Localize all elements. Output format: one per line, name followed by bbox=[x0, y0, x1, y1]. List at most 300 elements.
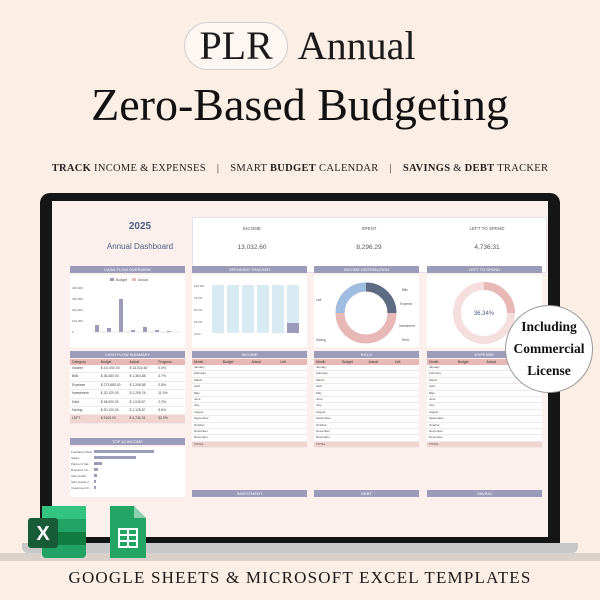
cell bbox=[393, 429, 419, 434]
cell bbox=[393, 378, 419, 383]
cell bbox=[367, 365, 393, 370]
cell bbox=[485, 429, 514, 434]
cell bbox=[221, 384, 250, 389]
cell: LEFT bbox=[72, 416, 81, 421]
legend-actual-label: Actual bbox=[138, 278, 148, 282]
col-category: Category bbox=[72, 360, 86, 364]
cell bbox=[340, 403, 366, 408]
cell: 52.0% bbox=[158, 416, 168, 421]
cell bbox=[250, 416, 279, 421]
bills-table bbox=[314, 359, 419, 448]
month-label: October bbox=[316, 422, 327, 427]
ti-label-2: Partner's Sal... bbox=[71, 462, 91, 466]
hdr-expense: EXPENSE bbox=[427, 351, 542, 358]
ti-label-0: Freelance Work bbox=[71, 450, 93, 454]
cell bbox=[278, 410, 307, 415]
cell: $ 9100.00 bbox=[100, 416, 116, 421]
table-row bbox=[70, 382, 185, 390]
cell bbox=[393, 410, 419, 415]
income-table bbox=[192, 359, 307, 448]
cell: $ 36,480.00 bbox=[100, 374, 119, 379]
cell bbox=[393, 384, 419, 389]
app-icons bbox=[26, 502, 156, 567]
cf-bar-debt bbox=[143, 327, 147, 332]
cell bbox=[250, 410, 279, 415]
month-label: October bbox=[429, 422, 440, 427]
month-label: July bbox=[194, 403, 200, 408]
month-label: TOTAL bbox=[429, 441, 439, 446]
kpi-income-label: INCOME bbox=[243, 226, 261, 231]
cell bbox=[456, 442, 485, 447]
cell: $ 4,0,000.00 bbox=[100, 366, 120, 370]
tagline-savings: SAVINGS bbox=[402, 163, 451, 174]
cell: Debt bbox=[72, 399, 80, 404]
cell bbox=[367, 435, 393, 440]
month-label: TOTAL bbox=[316, 441, 326, 446]
cash-summary-table bbox=[70, 359, 185, 424]
cell: Expense bbox=[72, 382, 86, 387]
cell bbox=[485, 397, 514, 402]
cell bbox=[278, 442, 307, 447]
month-label: February bbox=[316, 371, 329, 376]
sp-ytick-1: 75.0% bbox=[194, 296, 203, 300]
cf-ytick-1: 300,000 bbox=[72, 297, 83, 301]
cell bbox=[278, 423, 307, 428]
cell bbox=[485, 391, 514, 396]
cell bbox=[340, 391, 366, 396]
cf-ytick-0: 400,000 bbox=[72, 286, 83, 290]
cell bbox=[340, 416, 366, 421]
cell bbox=[221, 391, 250, 396]
cell bbox=[340, 397, 366, 402]
month-label: June bbox=[429, 396, 436, 401]
cell bbox=[340, 435, 366, 440]
month-label: December bbox=[429, 435, 443, 440]
month-label: November bbox=[429, 428, 443, 433]
donut-label-expense: Expense bbox=[400, 302, 413, 306]
cell bbox=[367, 423, 393, 428]
cell bbox=[393, 442, 419, 447]
cell: $ 2,208.88 bbox=[129, 382, 146, 387]
cell bbox=[485, 442, 514, 447]
cf-ytick-2: 200,000 bbox=[72, 308, 83, 312]
spending-svg bbox=[192, 275, 307, 347]
cell: 3.7% bbox=[158, 374, 166, 379]
month-label: October bbox=[194, 422, 205, 427]
cell bbox=[340, 410, 366, 415]
cell bbox=[221, 442, 250, 447]
hdr-income: INCOME bbox=[192, 351, 307, 358]
cell bbox=[340, 442, 366, 447]
tagline-amp: & bbox=[450, 163, 465, 174]
month-label: March bbox=[194, 377, 203, 382]
month-label: November bbox=[194, 428, 208, 433]
ti-label-1: Salary bbox=[71, 456, 80, 460]
cell bbox=[278, 435, 307, 440]
cell bbox=[367, 410, 393, 415]
table-row bbox=[192, 442, 307, 448]
ti-bar-3 bbox=[94, 468, 98, 471]
top-income-svg bbox=[70, 447, 185, 497]
cell bbox=[250, 391, 279, 396]
donut-label-saving: Saving bbox=[316, 338, 326, 342]
tagline-sep-2: | bbox=[389, 163, 392, 174]
cell bbox=[393, 371, 419, 376]
cell bbox=[513, 410, 542, 415]
month-col: Actual bbox=[486, 360, 496, 364]
cell bbox=[221, 410, 250, 415]
donut-seg-left bbox=[340, 287, 366, 313]
hdr-spending: SPENDING TRACKER bbox=[192, 266, 307, 273]
cell bbox=[485, 403, 514, 408]
cell: 5.6% bbox=[158, 407, 166, 412]
dashboard-title: Annual Dashboard bbox=[106, 242, 174, 251]
month-col: Actual bbox=[251, 360, 261, 364]
month-col: Budget bbox=[222, 360, 234, 364]
ti-label-5: Side Hustle 2 bbox=[71, 480, 89, 484]
tagline-track: TRACK bbox=[51, 163, 92, 174]
month-label: July bbox=[429, 403, 435, 408]
ti-bar-2 bbox=[94, 462, 102, 465]
month-label: August bbox=[316, 409, 326, 414]
cell bbox=[393, 365, 419, 370]
table-row bbox=[70, 399, 185, 407]
month-label: August bbox=[429, 409, 439, 414]
cell bbox=[250, 429, 279, 434]
tagline-budget: BUDGET bbox=[269, 163, 317, 174]
cell bbox=[278, 416, 307, 421]
cell bbox=[367, 378, 393, 383]
income-dist-chart bbox=[314, 275, 419, 347]
month-label: January bbox=[194, 365, 205, 369]
legend-budget-label: Budget bbox=[116, 278, 128, 282]
legend-budget-swatch bbox=[110, 278, 114, 281]
cell bbox=[456, 365, 485, 370]
month-label: May bbox=[316, 390, 322, 395]
cell bbox=[367, 403, 393, 408]
cell: 0.8% bbox=[158, 382, 166, 387]
badge-line3: License bbox=[527, 363, 571, 378]
top-income-chart bbox=[70, 447, 185, 497]
month-label: January bbox=[429, 365, 440, 369]
donut-svg bbox=[314, 275, 419, 347]
cf-bar-investment bbox=[131, 330, 135, 332]
donut-label-bills: Bills bbox=[402, 288, 408, 292]
cash-flow-svg bbox=[70, 275, 185, 347]
cell bbox=[221, 397, 250, 402]
cell bbox=[221, 435, 250, 440]
tagline-tracker: TRACKER bbox=[494, 163, 549, 174]
hdr-debt: DEBT bbox=[314, 490, 419, 497]
cell: $ 20,120.00 bbox=[100, 391, 119, 396]
badge-line1: Including bbox=[521, 319, 577, 334]
spending-chart bbox=[192, 275, 307, 347]
month-label: August bbox=[194, 409, 204, 414]
commercial-license-badge bbox=[505, 305, 593, 393]
gauge-fill bbox=[484, 286, 511, 313]
month-label: April bbox=[194, 384, 201, 389]
cell bbox=[393, 397, 419, 402]
cell: $ 273,880.00 bbox=[100, 382, 121, 387]
excel-icon bbox=[28, 506, 86, 558]
cell bbox=[221, 371, 250, 376]
month-col: Month bbox=[429, 360, 439, 364]
cell bbox=[456, 384, 485, 389]
ti-bar-5 bbox=[94, 480, 96, 483]
cell bbox=[340, 365, 366, 370]
table-row-total bbox=[70, 415, 185, 423]
table-row bbox=[314, 442, 419, 448]
ti-bar-6 bbox=[94, 486, 96, 489]
ti-bar-0 bbox=[94, 450, 154, 453]
cell bbox=[250, 435, 279, 440]
month-label: May bbox=[194, 390, 200, 395]
month-label: February bbox=[194, 371, 207, 376]
cf-ytick-4: 0 bbox=[72, 330, 74, 334]
cell: $ 2,209.76 bbox=[129, 391, 146, 396]
cell bbox=[340, 384, 366, 389]
month-col: Month bbox=[316, 360, 326, 364]
table-row bbox=[427, 442, 542, 448]
cell: Saving bbox=[72, 407, 83, 412]
cell bbox=[456, 378, 485, 383]
cell bbox=[250, 442, 279, 447]
month-label: November bbox=[316, 428, 330, 433]
donut-label-debt: Debt bbox=[402, 338, 409, 342]
month-label: January bbox=[316, 365, 327, 369]
month-label: September bbox=[316, 416, 331, 421]
hdr-bills: BILLS bbox=[314, 351, 419, 358]
sp-ytick-4: 0.0% bbox=[194, 332, 201, 336]
dashboard-year: 2025 bbox=[128, 221, 152, 232]
month-label: September bbox=[429, 416, 444, 421]
table-row bbox=[70, 390, 185, 398]
month-label: May bbox=[429, 390, 435, 395]
table-row bbox=[70, 365, 185, 373]
table-row bbox=[70, 407, 185, 415]
legend-actual-swatch bbox=[132, 278, 136, 281]
kpi-left bbox=[428, 217, 547, 273]
cell: $ 13,032.60 bbox=[129, 366, 148, 370]
hdr-cash-summary: CASH FLOW SUMMARY bbox=[70, 351, 185, 358]
ti-label-3: Business Inc... bbox=[71, 468, 91, 472]
ti-label-4: Side Hustle bbox=[71, 474, 87, 478]
cell bbox=[278, 429, 307, 434]
col-progress: Progress bbox=[158, 360, 172, 364]
cell bbox=[456, 429, 485, 434]
title-row bbox=[0, 22, 600, 70]
col-budget: Budget bbox=[100, 360, 112, 364]
cell bbox=[456, 416, 485, 421]
cell bbox=[456, 391, 485, 396]
cell bbox=[393, 435, 419, 440]
cf-bar-bills bbox=[107, 328, 111, 332]
kpi-spent-label: SPENT bbox=[361, 226, 377, 231]
cell bbox=[221, 378, 250, 383]
cell: 2.2% bbox=[158, 399, 166, 404]
cell bbox=[456, 410, 485, 415]
cell bbox=[393, 391, 419, 396]
cell bbox=[485, 435, 514, 440]
sp-bar-6-fill bbox=[287, 323, 299, 333]
col-actual: Actual bbox=[129, 360, 139, 364]
month-label: December bbox=[194, 435, 208, 440]
cf-bar-expense bbox=[119, 299, 123, 332]
cell bbox=[393, 403, 419, 408]
cf-bar-saving bbox=[155, 330, 159, 332]
cell bbox=[456, 423, 485, 428]
sp-bar-4 bbox=[257, 285, 269, 333]
cell: Income bbox=[72, 366, 84, 370]
sp-ytick-3: 25.0% bbox=[194, 320, 203, 324]
month-label: TOTAL bbox=[194, 441, 204, 446]
month-label: February bbox=[429, 371, 442, 376]
sp-ytick-0: 100.0% bbox=[194, 284, 205, 288]
month-col: Budget bbox=[342, 360, 353, 364]
cell bbox=[367, 442, 393, 447]
hdr-income-dist: INCOME DISTRIBUTION bbox=[314, 266, 419, 273]
donut-label-left: Left bbox=[316, 298, 322, 302]
cash-flow-chart bbox=[70, 275, 185, 347]
cell bbox=[367, 384, 393, 389]
cell bbox=[221, 403, 250, 408]
cell bbox=[250, 365, 279, 370]
cell: $ 4,736.31 bbox=[129, 416, 146, 421]
hdr-cash-flow: CASH FLOW OVERVIEW bbox=[70, 266, 185, 273]
cell bbox=[456, 397, 485, 402]
cell bbox=[367, 429, 393, 434]
ti-bar-4 bbox=[94, 474, 97, 477]
cell: $ 1,049.67 bbox=[129, 399, 146, 404]
kpi-spent-value: 8,296.29 bbox=[356, 244, 382, 251]
tagline-debt: DEBT bbox=[464, 163, 495, 174]
app-icons-svg bbox=[26, 502, 156, 562]
tagline-income-expenses: INCOME & EXPENSES bbox=[91, 163, 206, 174]
cell bbox=[278, 384, 307, 389]
sp-bar-3 bbox=[242, 285, 254, 333]
month-col: Left bbox=[394, 360, 401, 364]
cell: Investment bbox=[72, 391, 89, 396]
cell bbox=[278, 371, 307, 376]
hdr-top-income: TOP 10 INCOME bbox=[70, 438, 185, 445]
cell bbox=[221, 416, 250, 421]
cell bbox=[456, 371, 485, 376]
hdr-investment: INVESTMENT bbox=[192, 490, 307, 497]
sp-ytick-2: 50.0% bbox=[194, 308, 203, 312]
sp-bar-1 bbox=[212, 285, 224, 333]
badge-line2: Commercial bbox=[513, 341, 585, 356]
month-label: July bbox=[316, 403, 322, 408]
cell bbox=[513, 403, 542, 408]
cell: $ 48,000.00 bbox=[100, 399, 119, 404]
cell: 0.0% bbox=[158, 366, 166, 370]
svg-text:X: X bbox=[36, 523, 50, 545]
kpi-left-value: 4,736.31 bbox=[474, 244, 500, 251]
cell bbox=[278, 403, 307, 408]
cell bbox=[250, 403, 279, 408]
cell bbox=[485, 384, 514, 389]
tagline-calendar: CALENDAR bbox=[316, 163, 379, 174]
plr-pill: PLR bbox=[184, 22, 287, 70]
cell bbox=[367, 416, 393, 421]
cell bbox=[513, 423, 542, 428]
cell bbox=[278, 365, 307, 370]
cell bbox=[513, 397, 542, 402]
cell bbox=[367, 397, 393, 402]
cell bbox=[278, 391, 307, 396]
cell bbox=[250, 378, 279, 383]
cell bbox=[340, 371, 366, 376]
cell bbox=[340, 378, 366, 383]
cell bbox=[278, 378, 307, 383]
cell bbox=[340, 429, 366, 434]
ti-label-6: Investment R... bbox=[71, 486, 92, 490]
ti-bar-1 bbox=[94, 456, 136, 459]
hdr-left-to-spend: LEFT TO SPEND bbox=[427, 266, 542, 273]
cell bbox=[367, 371, 393, 376]
cell: $ 1,128.87 bbox=[129, 407, 146, 412]
kpi-income bbox=[192, 217, 311, 273]
cell bbox=[221, 423, 250, 428]
kpi-left-label: LEFT TO SPEND bbox=[469, 226, 505, 231]
cell bbox=[250, 423, 279, 428]
hdr-saving: SAVING bbox=[427, 490, 542, 497]
month-col: Left bbox=[280, 360, 286, 364]
cell bbox=[393, 416, 419, 421]
sheets-icon bbox=[110, 506, 146, 558]
cell bbox=[513, 442, 542, 447]
sp-bar-5 bbox=[272, 285, 284, 333]
cell bbox=[485, 423, 514, 428]
month-label: April bbox=[429, 384, 436, 389]
cell bbox=[221, 365, 250, 370]
month-label: March bbox=[429, 377, 438, 382]
cell bbox=[393, 423, 419, 428]
cell bbox=[513, 435, 542, 440]
laptop-screen bbox=[52, 201, 548, 537]
title-line2: Zero-Based Budgeting bbox=[91, 79, 509, 130]
cell bbox=[513, 416, 542, 421]
cell bbox=[485, 416, 514, 421]
kpi-spent bbox=[310, 217, 428, 273]
cell bbox=[250, 371, 279, 376]
month-label: March bbox=[316, 377, 325, 382]
cf-ytick-3: 100,000 bbox=[72, 319, 83, 323]
month-label: December bbox=[316, 435, 330, 440]
cell: $ 1,364.88 bbox=[129, 374, 146, 379]
cell bbox=[250, 397, 279, 402]
table-row bbox=[70, 373, 185, 381]
cell bbox=[250, 384, 279, 389]
month-label: April bbox=[316, 384, 323, 389]
tagline-smart: SMART bbox=[230, 163, 270, 174]
cell bbox=[456, 435, 485, 440]
tagline bbox=[0, 163, 600, 174]
cell bbox=[278, 397, 307, 402]
tagline-sep-1: | bbox=[216, 163, 220, 174]
cf-bar-income bbox=[95, 325, 99, 332]
month-col: Month bbox=[194, 360, 204, 364]
month-col: Budget bbox=[457, 360, 469, 364]
donut-label-investment: Investment bbox=[399, 324, 415, 328]
kpi-income-value: 13,032.60 bbox=[237, 244, 267, 251]
sp-bar-2 bbox=[227, 285, 239, 333]
month-label: June bbox=[194, 396, 201, 401]
month-label: September bbox=[194, 416, 209, 421]
cell bbox=[367, 391, 393, 396]
cell bbox=[340, 423, 366, 428]
cell: $ 20,120.00 bbox=[100, 407, 119, 412]
